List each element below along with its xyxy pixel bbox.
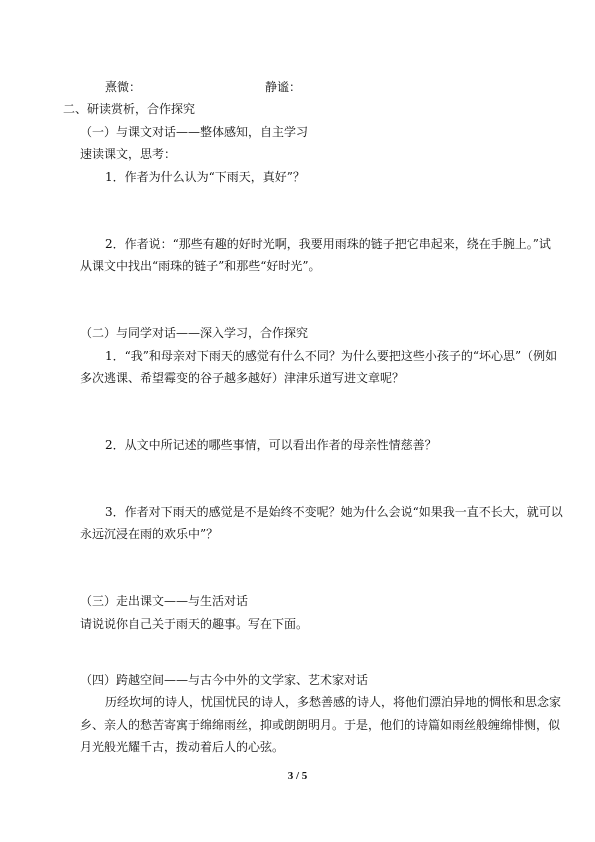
part3-title: （三）走出课文——与生活对话 (80, 594, 249, 608)
part1-question-2-line2: 从课文中找出“雨珠的链子”和那些“好时光”。 (80, 259, 321, 273)
part1-question-1: 1．作者为什么认为“下雨天，真好”？ (105, 170, 305, 184)
part3-instruction: 请说说你自己关于雨天的趣事。写在下面。 (80, 617, 309, 631)
part1-question-2-line1: 2．作者说：“那些有趣的好时光啊，我要用雨珠的链子把它串起来，绕在手腕上。”试 (105, 237, 551, 251)
part1-title: （一）与课文对话——整体感知，自主学习 (80, 125, 309, 139)
part2-title: （二）与同学对话——深入学习，合作探究 (80, 326, 309, 340)
section-heading: 二、研读赏析，合作探究 (63, 102, 196, 116)
part2-question-1-line1: 1．“我”和母亲对下雨天的感觉有什么不同？为什么要把这些小孩子的“坏心思”（例如 (105, 349, 558, 363)
part4-paragraph-line2: 乡、亲人的愁苦寄寓于绵绵雨丝，抑或朗朗明月。于是，他们的诗篇如雨丝般缠绵悱恻，似 (80, 718, 561, 732)
page-number: 3 / 5 (287, 770, 308, 782)
part2-question-2: 2．从文中所记述的哪些事情，可以看出作者的母亲性情慈善？ (105, 438, 437, 452)
part4-paragraph-line3: 月光般光耀千古，拨动着后人的心弦。 (80, 740, 285, 754)
part4-paragraph-line1: 历经坎坷的诗人，忧国忧民的诗人，多愁善感的诗人，将他们漂泊异地的惆怅和思念家 (105, 695, 562, 709)
vocab-item-ximei: 熹微： (105, 80, 142, 94)
part2-question-3-line2: 永远沉浸在雨的欢乐中”？ (80, 527, 219, 541)
part4-title: （四）跨越空间——与古今中外的文学家、艺术家对话 (80, 673, 369, 687)
vocab-item-jingmi: 静谧： (265, 80, 302, 94)
part2-question-1-line2: 多次逃课、希望霉变的谷子越多越好）津津乐道写进文章呢？ (80, 371, 405, 385)
part2-question-3-line1: 3．作者对下雨天的感觉是不是始终不变呢？她为什么会说“如果我一直不长大，就可以 (105, 505, 563, 519)
part1-instruction: 速读课文，思考： (80, 147, 177, 161)
